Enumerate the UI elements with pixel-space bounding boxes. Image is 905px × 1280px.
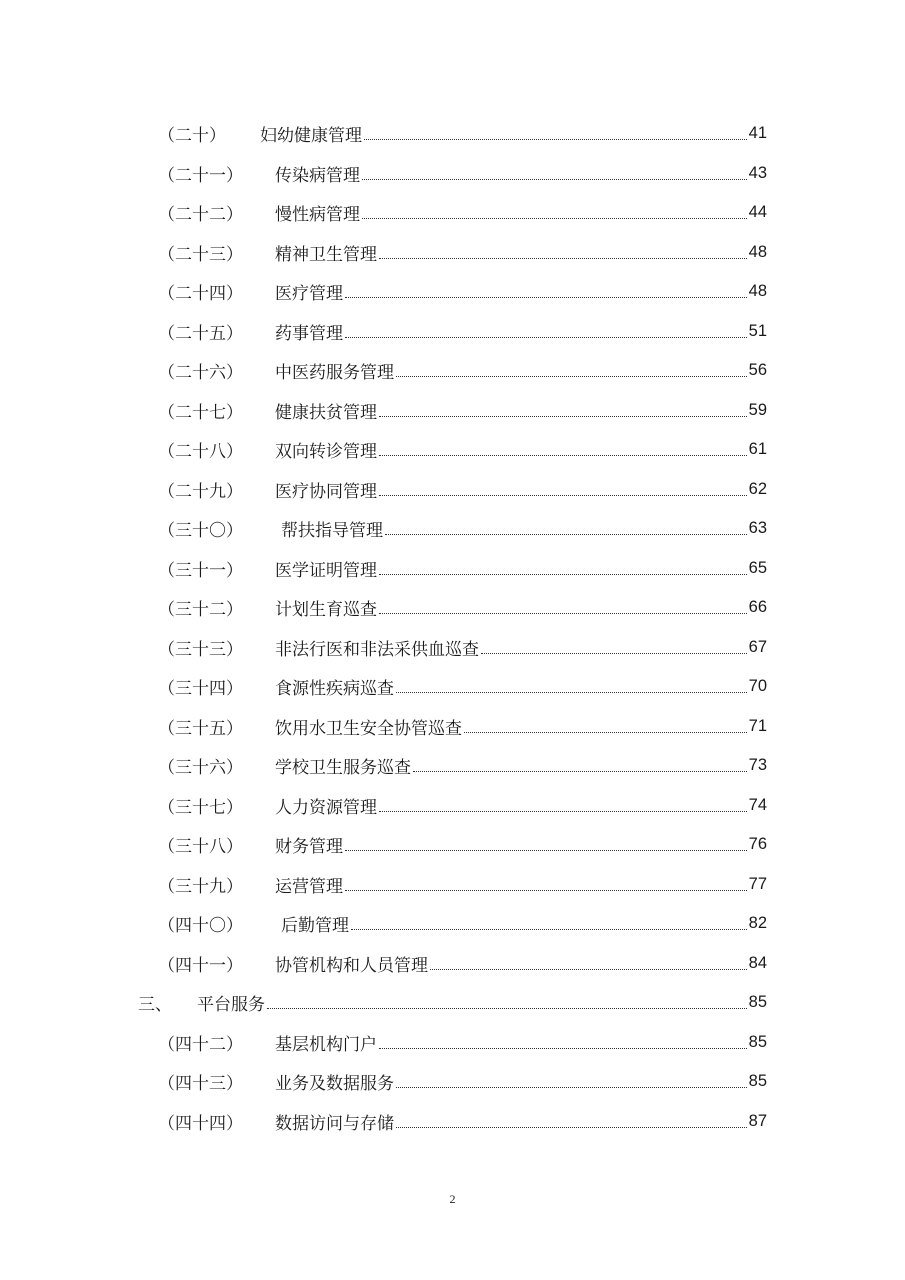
toc-entry-page: 70: [748, 677, 767, 696]
toc-entry-body: [275, 793, 767, 818]
toc-entry-number: 三、: [138, 995, 172, 1016]
toc-dot-leader: [464, 731, 747, 733]
toc-entry-number: （三十四）: [158, 679, 243, 700]
toc-entry[interactable]: [0, 233, 905, 273]
toc-entry-page: 62: [748, 479, 767, 498]
toc-entry-number: （二十一）: [158, 165, 243, 186]
toc-entry-page: 71: [748, 716, 767, 735]
toc-entry-body: [275, 437, 767, 462]
toc-entry-title: 财务管理: [275, 832, 343, 857]
toc-entry-page: 63: [748, 519, 767, 538]
toc-entry[interactable]: [0, 746, 905, 786]
toc-entry-number: （三十九）: [158, 876, 243, 897]
toc-dot-leader: [267, 1007, 747, 1009]
toc-entry-page: 48: [748, 242, 767, 261]
toc-entry-number: （三十一）: [158, 560, 243, 581]
toc-entry[interactable]: [0, 786, 905, 826]
toc-dot-leader: [379, 810, 747, 812]
toc-entry-body: [275, 477, 767, 502]
toc-entry-body: [275, 832, 767, 857]
toc-entry-page: 51: [748, 321, 767, 340]
toc-entry-title: 精神卫生管理: [275, 240, 377, 265]
toc-entry-number: （四十三）: [158, 1074, 243, 1095]
toc-entry-title: 人力资源管理: [275, 793, 377, 818]
toc-entry-number: （四十四）: [158, 1113, 243, 1134]
toc-entry-title: 基层机构门户: [275, 1030, 377, 1055]
toc-entry-number: （二十七）: [158, 402, 243, 423]
toc-entry-body: [275, 1030, 767, 1055]
toc-entry-title: 业务及数据服务: [275, 1069, 394, 1094]
toc-entry[interactable]: [0, 983, 905, 1023]
toc-entry-title: 饮用水卫生安全协管巡查: [275, 714, 462, 739]
toc-entry-page: 84: [748, 953, 767, 972]
toc-entry-title: 慢性病管理: [275, 200, 360, 225]
toc-entry[interactable]: [0, 312, 905, 352]
toc-entry[interactable]: [0, 628, 905, 668]
toc-entry-title: 后勤管理: [281, 911, 349, 936]
toc-entry[interactable]: [0, 549, 905, 589]
toc-entry-page: 65: [748, 558, 767, 577]
toc-entry[interactable]: [0, 865, 905, 905]
toc-entry-body: [275, 872, 767, 897]
toc-entry-body: [281, 911, 767, 936]
toc-dot-leader: [379, 1047, 747, 1049]
toc-entry-page: 77: [748, 874, 767, 893]
toc-entry[interactable]: [0, 944, 905, 984]
toc-entry-number: （二十九）: [158, 481, 243, 502]
toc-entry-body: [275, 674, 767, 699]
table-of-contents: [0, 114, 905, 1141]
toc-entry-number: （二十三）: [158, 244, 243, 265]
toc-dot-leader: [364, 138, 747, 140]
toc-entry-number: （三十〇）: [158, 521, 243, 542]
toc-entry-page: 82: [748, 914, 767, 933]
toc-entry-body: [275, 951, 767, 976]
toc-entry-title: 医疗协同管理: [275, 477, 377, 502]
toc-dot-leader: [379, 612, 747, 614]
toc-entry[interactable]: [0, 1102, 905, 1142]
toc-entry[interactable]: [0, 825, 905, 865]
toc-entry-number: （二十五）: [158, 323, 243, 344]
toc-entry-page: 85: [748, 1072, 767, 1091]
toc-entry-page: 66: [748, 598, 767, 617]
toc-dot-leader: [396, 691, 747, 693]
toc-entry-body: [275, 753, 767, 778]
toc-entry-page: 56: [748, 361, 767, 380]
toc-entry-page: 48: [748, 282, 767, 301]
toc-entry-body: [275, 240, 767, 265]
toc-entry-body: [275, 319, 767, 344]
toc-entry-number: （二十六）: [158, 363, 243, 384]
toc-entry-number: （三十二）: [158, 600, 243, 621]
toc-entry[interactable]: [0, 588, 905, 628]
toc-entry-body: [275, 635, 767, 660]
toc-entry-page: 74: [748, 795, 767, 814]
toc-entry-number: （三十五）: [158, 718, 243, 739]
toc-entry-page: 41: [748, 124, 767, 143]
toc-dot-leader: [379, 415, 747, 417]
toc-entry[interactable]: [0, 470, 905, 510]
toc-entry-number: （二十二）: [158, 205, 243, 226]
toc-dot-leader: [379, 454, 747, 456]
toc-entry-number: （四十〇）: [158, 916, 243, 937]
toc-entry-page: 43: [748, 163, 767, 182]
toc-entry-title: 食源性疾病巡查: [275, 674, 394, 699]
toc-dot-leader: [379, 573, 747, 575]
toc-dot-leader: [385, 533, 747, 535]
toc-entry-page: 85: [748, 993, 767, 1012]
toc-entry[interactable]: [0, 391, 905, 431]
toc-entry-title: 运营管理: [275, 872, 343, 897]
toc-entry-body: [275, 595, 767, 620]
toc-entry-page: 73: [748, 756, 767, 775]
toc-entry-title: 医学证明管理: [275, 556, 377, 581]
toc-entry-body: [275, 398, 767, 423]
toc-entry-title: 数据访问与存储: [275, 1109, 394, 1134]
toc-entry[interactable]: [0, 430, 905, 470]
toc-entry-title: 学校卫生服务巡查: [275, 753, 411, 778]
toc-entry-number: （四十二）: [158, 1034, 243, 1055]
toc-entry-page: 44: [748, 203, 767, 222]
toc-entry-number: （三十三）: [158, 639, 243, 660]
toc-entry-title: 协管机构和人员管理: [275, 951, 428, 976]
toc-entry[interactable]: [0, 272, 905, 312]
toc-entry[interactable]: [0, 707, 905, 747]
toc-entry[interactable]: [0, 667, 905, 707]
toc-dot-leader: [345, 296, 747, 298]
toc-dot-leader: [379, 494, 747, 496]
toc-entry-number: （三十六）: [158, 758, 243, 779]
toc-entry-body: [275, 358, 767, 383]
toc-entry-page: 76: [748, 835, 767, 854]
toc-dot-leader: [396, 1126, 747, 1128]
toc-dot-leader: [345, 849, 747, 851]
toc-dot-leader: [345, 889, 747, 891]
toc-entry-page: 67: [748, 637, 767, 656]
toc-dot-leader: [351, 928, 747, 930]
toc-entry-body: [197, 990, 767, 1015]
toc-entry-title: 双向转诊管理: [275, 437, 377, 462]
toc-entry[interactable]: [0, 154, 905, 194]
toc-entry-number: （二十）: [158, 126, 226, 147]
toc-dot-leader: [362, 217, 747, 219]
toc-entry-number: （二十四）: [158, 284, 243, 305]
toc-entry[interactable]: [0, 904, 905, 944]
toc-entry-title: 非法行医和非法采供血巡查: [275, 635, 479, 660]
toc-dot-leader: [413, 770, 747, 772]
toc-entry-title: 计划生育巡查: [275, 595, 377, 620]
toc-entry-body: [275, 714, 767, 739]
toc-entry-title: 传染病管理: [275, 161, 360, 186]
toc-dot-leader: [396, 375, 747, 377]
page-number: 2: [449, 1192, 456, 1206]
toc-entry-page: 61: [748, 440, 767, 459]
toc-entry[interactable]: [0, 1062, 905, 1102]
toc-dot-leader: [396, 1086, 747, 1088]
toc-entry-body: [281, 516, 767, 541]
toc-entry-body: [275, 200, 767, 225]
toc-entry-body: [275, 161, 767, 186]
toc-entry[interactable]: [0, 509, 905, 549]
toc-entry[interactable]: [0, 193, 905, 233]
toc-entry-title: 医疗管理: [275, 279, 343, 304]
toc-entry-number: （四十一）: [158, 955, 243, 976]
toc-dot-leader: [362, 178, 747, 180]
toc-entry-body: [275, 1069, 767, 1094]
toc-dot-leader: [481, 652, 747, 654]
toc-entry[interactable]: [0, 1023, 905, 1063]
toc-dot-leader: [345, 336, 747, 338]
toc-entry-page: 59: [748, 400, 767, 419]
toc-entry-number: （三十七）: [158, 797, 243, 818]
toc-entry-number: （三十八）: [158, 837, 243, 858]
toc-entry-body: [275, 1109, 767, 1134]
toc-entry-title: 妇幼健康管理: [260, 121, 362, 146]
toc-entry-title: 帮扶指导管理: [281, 516, 383, 541]
toc-entry-title: 平台服务: [197, 990, 265, 1015]
toc-entry-title: 药事管理: [275, 319, 343, 344]
toc-entry[interactable]: [0, 114, 905, 154]
toc-entry-body: [275, 556, 767, 581]
toc-entry-title: 中医药服务管理: [275, 358, 394, 383]
toc-entry-number: （二十八）: [158, 442, 243, 463]
toc-dot-leader: [379, 257, 747, 259]
toc-entry-body: [275, 279, 767, 304]
toc-entry-body: [260, 121, 767, 146]
toc-dot-leader: [430, 968, 747, 970]
toc-entry-title: 健康扶贫管理: [275, 398, 377, 423]
toc-entry[interactable]: [0, 351, 905, 391]
toc-entry-page: 85: [748, 1032, 767, 1051]
toc-entry-page: 87: [748, 1111, 767, 1130]
